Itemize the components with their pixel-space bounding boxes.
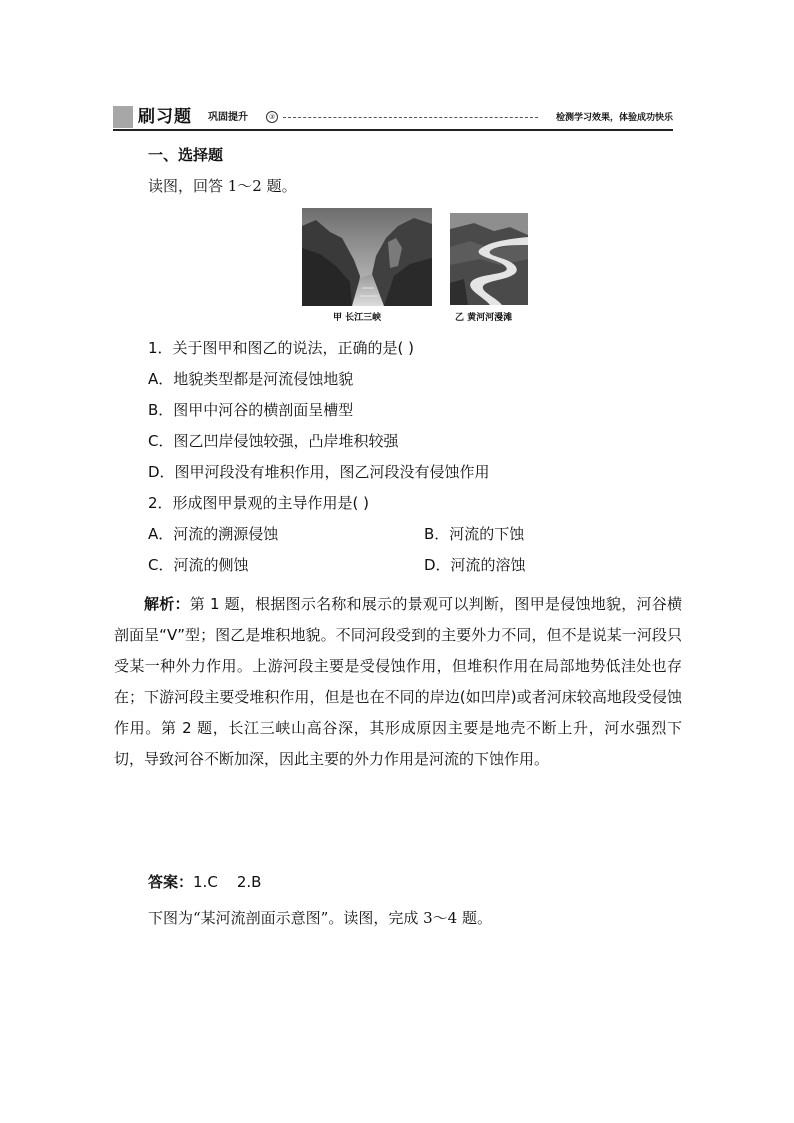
- instruction-2: 下图为“某河流剖面示意图”。读图，完成 3～4 题。: [148, 909, 492, 927]
- banner-subtitle: 巩固提升: [208, 112, 248, 123]
- banner-dashed-line: [283, 117, 538, 118]
- analysis-label: 解析：: [144, 595, 190, 613]
- floodplain-photo: [450, 213, 528, 305]
- river-floodplain-photo-icon: [450, 213, 528, 305]
- answer-label: 答案：: [148, 873, 194, 891]
- banner-mark-icon: ③: [266, 111, 278, 123]
- banner-tagline: 检测学习效果，体验成功快乐: [555, 113, 673, 123]
- figure-caption-b: 乙 黄河河漫滩: [455, 313, 513, 323]
- question-1-stem: 1．关于图甲和图乙的说法，正确的是( ): [148, 339, 415, 357]
- section-banner: [113, 106, 673, 130]
- banner-rule: [113, 129, 673, 131]
- figure-caption-a: 甲 长江三峡: [333, 313, 382, 323]
- question-1-option-b: B．图甲中河谷的横剖面呈槽型: [148, 401, 354, 419]
- banner-block-icon: [113, 106, 133, 128]
- question-1-option-c: C．图乙凹岸侵蚀较强，凸岸堆积较强: [148, 432, 399, 450]
- question-2-option-b: B．河流的下蚀: [424, 525, 525, 543]
- analysis-paragraph: [114, 589, 682, 775]
- section-heading: 一、选择题: [148, 146, 224, 164]
- question-2-option-a: A．河流的溯源侵蚀: [148, 525, 279, 543]
- question-1-option-a: A．地貌类型都是河流侵蚀地貌: [148, 370, 354, 388]
- question-2-option-d: D．河流的溶蚀: [424, 556, 526, 574]
- question-2-option-c: C．河流的侧蚀: [148, 556, 249, 574]
- gorge-photo: [302, 208, 432, 306]
- gorge-photo-icon: [302, 208, 432, 306]
- banner-title: 刷习题: [138, 107, 192, 127]
- question-1-option-d: D．图甲河段没有堆积作用，图乙河段没有侵蚀作用: [148, 463, 490, 481]
- instruction-1: 读图，回答 1～2 题。: [148, 177, 297, 195]
- question-2-stem: 2．形成图甲景观的主导作用是( ): [148, 494, 370, 512]
- answer-text: 1.C 2.B: [193, 873, 262, 891]
- answer-line: [148, 872, 261, 892]
- analysis-text: 第 1 题，根据图示名称和展示的景观可以判断，图甲是侵蚀地貌，河谷横剖面呈“V”型；图乙是堆积地貌。不同河段受到的主要外力不同，但不是说某一河段只受某一种外力作用。上游河段主要是受侵蚀作用，但堆积作用在局部地势低洼处也存在；下游河段主要受堆积作用，但是也在不同的岸边(如凹岸)或者河床较高地段受侵蚀作用。第 2 题，长江三峡山高谷深，其形成原因主要是地壳不断上升，河水强烈下切，导致河谷不断加深，因此主要的外力作用是河流的下蚀作用。: [114, 595, 682, 768]
